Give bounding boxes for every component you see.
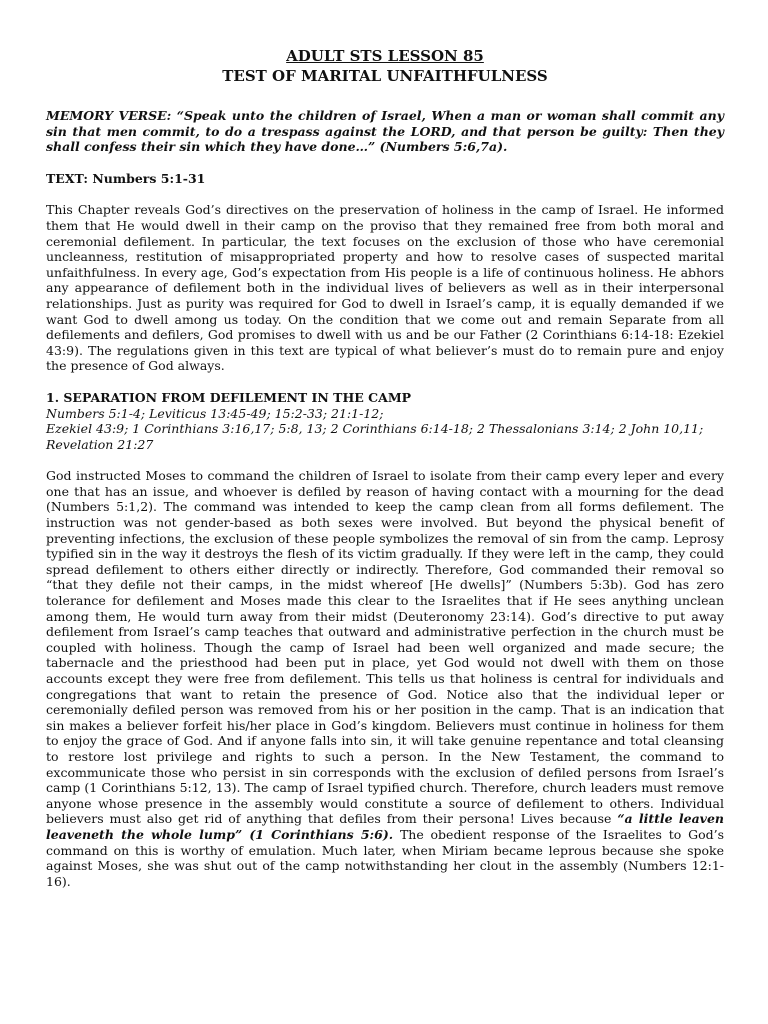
lesson-title: ADULT STS LESSON 85	[286, 47, 484, 65]
section-1-heading: 1. SEPARATION FROM DEFILEMENT IN THE CAMP	[46, 389, 412, 405]
intro-paragraph: This Chapter reveals God’s directives on the preservation of holiness in the camp of Israel. He informed them that He would dwell in their camp on the proviso that they remained free from both moral and ceremonial defilement. In particular, the text focuses on the exclusion of those who have ceremonial uncleanness, restitution of misappropriated property and how to resolve cases of suspected marital unfaithfulness. In every age, God’s expectation from His people is a life of continuous holiness. He abhors any appearance of defilement both in the individual lives of believers as well as in their interpersonal relationships. Just as purity was required for God to dwell in Israel’s camp, it is equally demanded if we want God to dwell among us today. On the condition that we come out and remain Separate from all defilements and defilers, God promises to dwell with us and be our Father (2 Corinthians 6:14-18: Ezekiel 43:9). The regulations given in this text are typical of what believer’s must do to remain pure and enjoy the presence of God always.	[46, 202, 724, 374]
section-1-refs-line-2: Ezekiel 43:9; 1 Corinthians 3:16,17; 5:8, 13; 2 Corinthians 6:14-18; 2 Thessalonians 3:14; 2 John 10,11; Revelation 21:27	[46, 421, 704, 452]
section-1-body	[46, 468, 724, 889]
memory-verse: MEMORY VERSE: “Speak unto the children of Israel, When a man or woman shall commit any sin that men commit, to do a trespass against the LORD, and that person be guilty: Then they shall confess their sin which they have done…” (Numbers 5:6,7a).	[46, 108, 724, 155]
document-page	[46, 46, 724, 905]
section-1-body-emphasis: “a little leaven leaveneth the whole lump” (1 Corinthians 5:6).	[46, 811, 724, 842]
section-1-body-part-2: The obedient response of the Israelites to God’s command on this is worthy of emulation. Much later, when Miriam became leprous because she spoke against Moses, she was shut out of the camp notwithstanding her clout in the assembly (Numbers 12:1-16).	[46, 826, 724, 889]
lesson-subtitle: TEST OF MARITAL UNFAITHFULNESS	[222, 67, 548, 85]
section-1-refs-line-1: Numbers 5:1-4; Leviticus 13:45-49; 15:2-33; 21:1-12;	[46, 405, 384, 421]
section-1-body-part-1: God instructed Moses to command the children of Israel to isolate from their camp every leper and every one that has an issue, and whoever is defiled by reason of having contact with a mourning for the dead (Numbers 5:1,2). The command was intended to keep the camp clean from all forms defilement. The instruction was not gender-based as both sexes were involved. But beyond the physical benefit of preventing infections, the exclusion of these people symbolizes the removal of sin from the camp. Leprosy typified sin in the way it destroys the flesh of its victim gradually. If they were left in the camp, they could spread defilement to others either directly or indirectly. Therefore, God commanded their removal so “that they defile not their camps, in the midst whereof [He dwells]” (Numbers 5:3b). God has zero tolerance for defilement and Moses made this clear to the Israelites that if He sees anything unclean among them, He would turn away from their midst (Deuteronomy 23:14). God’s directive to put away defilement from Israel’s camp teaches that outward and administrative perfection in the church must be coupled with holiness. Though the camp of Israel had been well organized and made secure; the tabernacle and the priesthood had been put in place, yet God would not dwell with them on those accounts except they were free from defilement. This tells us that holiness is central for individuals and congregations that want to retain the presence of God. Notice also that the individual leper or ceremonially defiled person was removed from his or her position in the camp. That is an indication that sin makes a believer forfeit his/her place in God’s kingdom. Believers must continue in holiness for them to enjoy the grace of God. And if anyone falls into sin, it will take genuine repentance and total cleansing to restore lost privilege and rights to such a person. In the New Testament, the command to excommunicate those who persist in sin corresponds with the exclusion of defiled persons from Israel’s camp (1 Corinthians 5:12, 13). The camp of Israel typified church. Therefore, church leaders must remove anyone whose presence in the assembly would constitute a source of defilement to others. Individual believers must also get rid of anything that defiles from their persona! Lives because	[46, 468, 724, 827]
text-reference: TEXT: Numbers 5:1-31	[46, 170, 206, 186]
section-1-references	[46, 406, 724, 453]
